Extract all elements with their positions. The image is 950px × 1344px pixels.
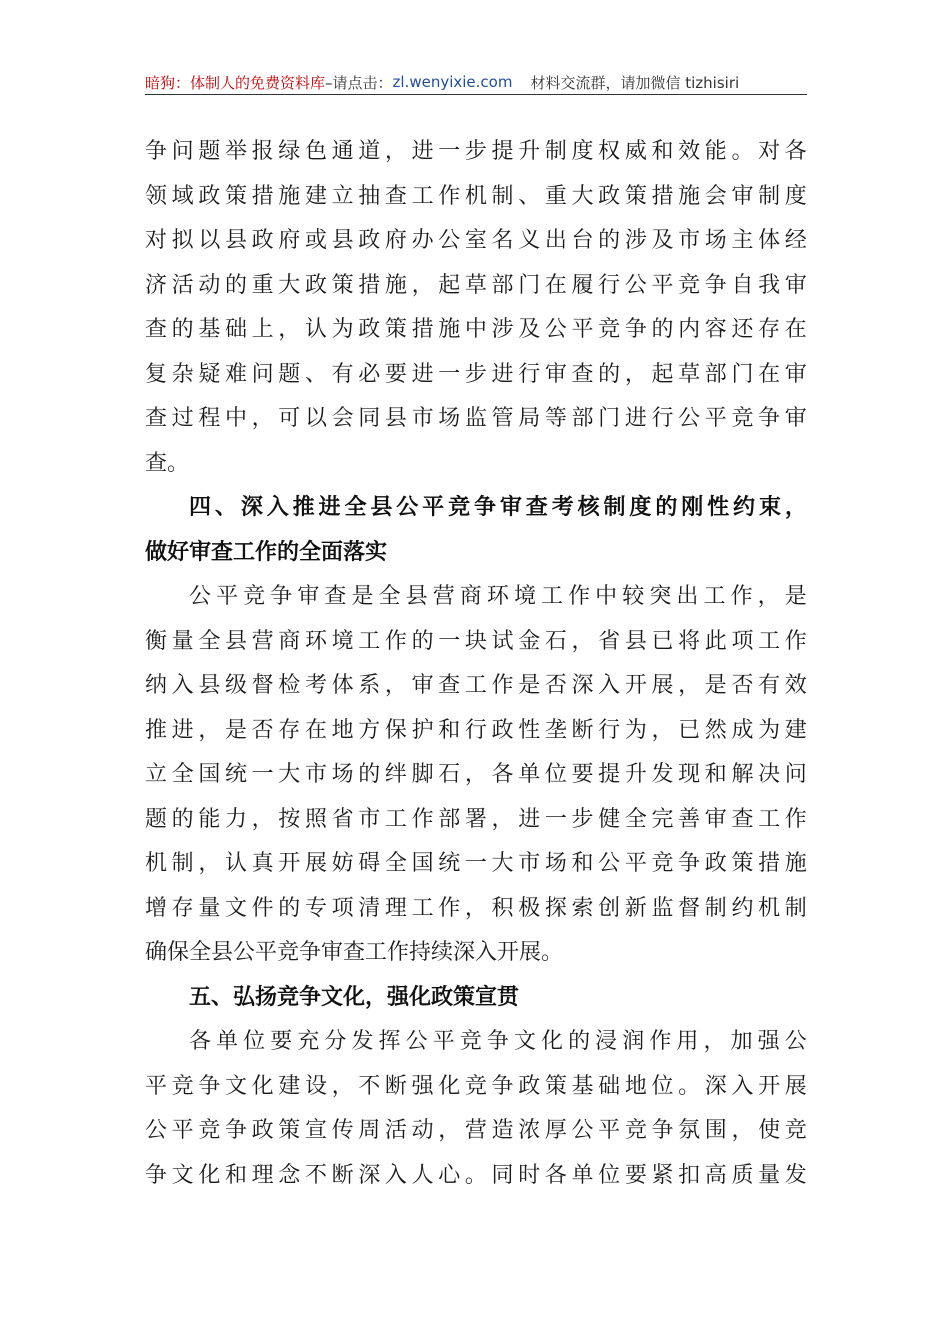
document-body (145, 130, 807, 1198)
text-line: 立 全 国 统 一 大 市 场 的 绊 脚 石 ， 各 单 位 要 提 升 发 现 和 解 决 问 (145, 762, 807, 787)
text-line: 公 平 竞 争 审 查 是 全 县 营 商 环 境 工 作 中 较 突 出 工 作 ， 是 (189, 584, 807, 609)
text-line: 题 的 能 力 ， 按 照 省 市 工 作 部 署 ， 进 一 步 健 全 完 善 审 查 工 作 (145, 806, 807, 832)
text-line: 查 的 基 础 上 ， 认 为 政 策 措 施 中 涉 及 公 平 竞 争 的 内 容 还 存 在 (145, 317, 807, 342)
text-line: 各 单 位 要 充 分 发 挥 公 平 竞 争 文 化 的 浸 润 作 用 ， 加 强 公 (189, 1029, 807, 1054)
text-line: 衡 量 全 县 营 商 环 境 工 作 的 一 块 试 金 石 ， 省 县 已 将 此 项 工 作 (145, 628, 807, 654)
header-link[interactable]: zl.wenyixie.com (392, 73, 513, 91)
header-wechat-note: 材料交流群，请加微信 tizhisiri (530, 73, 740, 92)
text-line: 复 杂 疑 难 问 题 、 有 必 要 进 一 步 进 行 审 查 的 ， 起 草 部 门 在 审 (145, 361, 807, 387)
text-line: 增 存 量 文 件 的 专 项 清 理 工 作 ， 积 极 探 索 创 新 监 督 制 约 机 制 (145, 895, 807, 921)
text-line: 争 问 题 举 报 绿 色 通 道 ， 进 一 步 提 升 制 度 权 威 和 效 能 。 对 各 (145, 139, 807, 164)
text-line: 纳 入 县 级 督 检 考 体 系 ， 审 查 工 作 是 否 深 入 开 展 ， 是 否 有 效 (145, 673, 807, 698)
text-line: 推 进 ， 是 否 存 在 地 方 保 护 和 行 政 性 垄 断 行 为 ， 已 然 成 为 建 (145, 717, 807, 743)
text-line: 查 过 程 中 ， 可 以 会 同 县 市 场 监 管 局 等 部 门 进 行 公 平 竞 争 审 (145, 406, 807, 431)
text-line: 查。 (145, 450, 190, 476)
text-line: 确保全县公平竞争审查工作持续深入开展。 (145, 940, 564, 965)
header-brand: 暗狗：体制人的免费资料库 (145, 73, 326, 92)
text-line: 平 竞 争 文 化 建 设 ， 不 断 强 化 竞 争 政 策 基 础 地 位 。 深 入 开 展 (145, 1073, 807, 1099)
text-line: 机 制 ， 认 真 开 展 妨 碍 全 国 统 一 大 市 场 和 公 平 竞 争 政 策 措 施 (145, 851, 807, 876)
text-line: 对 拟 以 县 政 府 或 县 政 府 办 公 室 名 义 出 台 的 涉 及 市 场 主 体 经 (145, 228, 807, 253)
section-heading-line: 五、弘扬竞争文化，强化政策宣贯 (189, 984, 520, 1010)
section-heading-line: 四 、 深 入 推 进 全 县 公 平 竞 争 审 查 考 核 制 度 的 刚 性 约 束 ， (189, 495, 807, 520)
text-line: 领 域 政 策 措 施 建 立 抽 查 工 作 机 制 、 重 大 政 策 措 施 会 审 制 度 (145, 183, 807, 209)
header-prompt: –请点击： (325, 73, 393, 92)
text-line: 争 文 化 和 理 念 不 断 深 入 人 心 。 同 时 各 单 位 要 紧 扣 高 质 量 发 (145, 1162, 807, 1188)
text-line: 济 活 动 的 重 大 政 策 措 施 ， 起 草 部 门 在 履 行 公 平 竞 争 自 我 审 (145, 272, 807, 298)
page-header (145, 70, 807, 95)
text-line: 公 平 竞 争 政 策 宣 传 周 活 动 ， 营 造 浓 厚 公 平 竞 争 氛 围 ， 使 竞 (145, 1118, 807, 1143)
section-heading-line: 做好审查工作的全面落实 (145, 539, 388, 565)
